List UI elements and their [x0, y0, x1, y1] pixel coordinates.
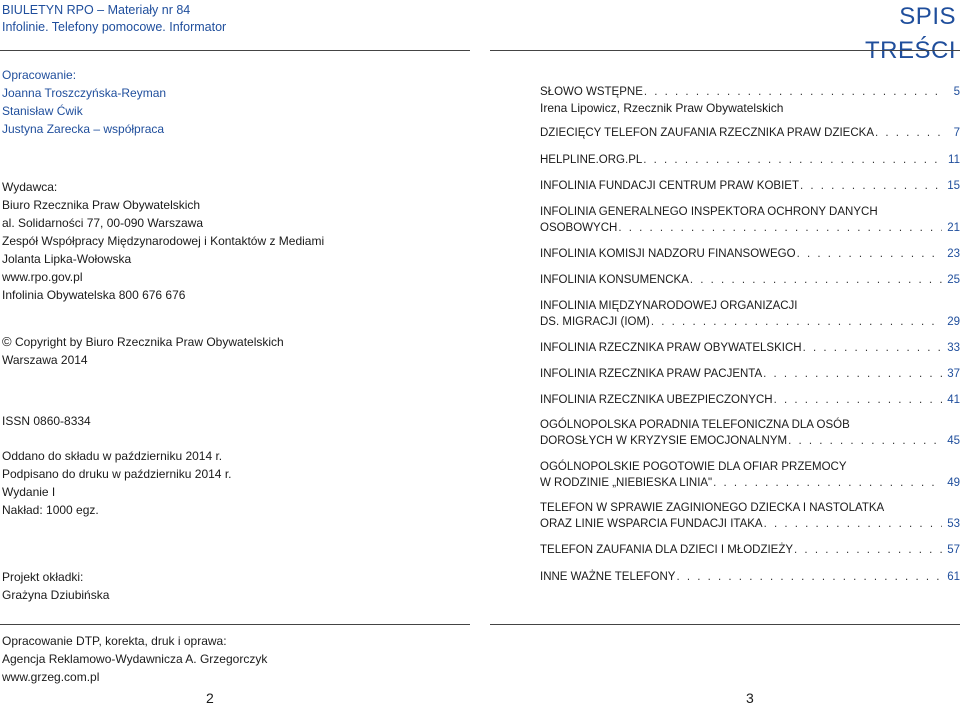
toc-leader: [794, 542, 942, 558]
toc-leader: [690, 272, 942, 288]
toc-leader: [774, 392, 942, 408]
toc-entry-label: INFOLINIA FUNDACJI CENTRUM PRAW KOBIET: [540, 180, 799, 192]
publisher-block: [2, 178, 324, 304]
toc-entry-label: W RODZINIE „NIEBIESKA LINIA": [540, 477, 713, 489]
print-info-block: [2, 447, 231, 519]
toc-entry-label-line: INFOLINIA GENERALNEGO INSPEKTORA OCHRONY DANYCH: [540, 206, 878, 218]
toc-leader: [763, 366, 942, 382]
toc-page-number: 49: [947, 477, 960, 489]
toc-page-number: 41: [947, 394, 960, 406]
toc-leader: [676, 569, 942, 585]
toc-entry-label-line: TELEFON W SPRAWIE ZAGINIONEGO DZIECKA I NASTOLATKA: [540, 502, 885, 514]
toc-page-number: 21: [947, 222, 960, 234]
toc-page-number: 15: [947, 180, 960, 192]
top-rule-left: [0, 50, 470, 51]
toc-entry[interactable]: [540, 500, 960, 532]
preparation-label: Opracowanie:: [2, 68, 77, 82]
toc-entry[interactable]: [540, 340, 960, 356]
left-page-number: 2: [206, 690, 214, 706]
toc-page-number: 25: [947, 274, 960, 286]
print-line: Podpisano do druku w październiku 2014 r.: [2, 467, 232, 481]
toc-entry-label: INFOLINIA RZECZNIKA UBEZPIECZONYCH: [540, 394, 773, 406]
toc-entry[interactable]: [540, 417, 960, 449]
toc-leader: [651, 314, 942, 330]
toc-entry-label-line: OGÓLNOPOLSKA PORADNIA TELEFONICZNA DLA OSÓB: [540, 419, 850, 431]
toc-entry[interactable]: [540, 298, 960, 330]
toc-entry-author: Irena Lipowicz, Rzecznik Praw Obywatelskich: [540, 101, 784, 115]
copyright-text: Copyright by Biuro Rzecznika Praw Obywatelskich: [14, 335, 284, 349]
toc-entry[interactable]: [540, 246, 960, 262]
toc-entry-label: DZIECIĘCY TELEFON ZAUFANIA RZECZNIKA PRAW DZIECKA: [540, 127, 874, 139]
copyright-line: [2, 333, 284, 351]
toc-entry[interactable]: [540, 366, 960, 382]
toc-entry-label: DS. MIGRACJI (IOM): [540, 316, 650, 328]
cover-label: Projekt okładki:: [2, 570, 84, 584]
toc-entry-label-line: INFOLINIA MIĘDZYNARODOWEJ ORGANIZACJI: [540, 300, 798, 312]
cover-name: Grażyna Dziubińska: [2, 588, 110, 602]
toc-leader: [803, 340, 942, 356]
toc-page-number: 29: [947, 316, 960, 328]
toc-page-number: 11: [948, 154, 960, 166]
toc-leader: [643, 152, 942, 168]
publisher-line: Biuro Rzecznika Praw Obywatelskich: [2, 198, 201, 212]
print-line: Nakład: 1000 egz.: [2, 503, 99, 517]
issn: ISSN 0860-8334: [2, 414, 91, 428]
toc-leader: [875, 125, 942, 141]
toc-page-number: 23: [947, 248, 960, 260]
toc-leader: [764, 516, 942, 532]
toc-page-number: 7: [953, 127, 960, 139]
copyright-city: Warszawa 2014: [2, 353, 88, 367]
toc-entry-label: INFOLINIA KOMISJI NADZORU FINANSOWEGO: [540, 248, 796, 260]
toc-leader: [788, 433, 942, 449]
toc-entry-label: INNE WAŻNE TELEFONY: [540, 571, 676, 583]
toc-entry[interactable]: [540, 272, 960, 288]
toc-entry-label: INFOLINIA KONSUMENCKA: [540, 274, 689, 286]
print-line: Wydanie I: [2, 485, 56, 499]
toc-entry-label-line: OGÓLNOPOLSKIE POGOTOWIE DLA OFIAR PRZEMOCY: [540, 461, 847, 473]
toc-leader: [797, 246, 942, 262]
toc-leader: [618, 220, 942, 236]
toc-page-number: 53: [947, 518, 960, 530]
print-line: Oddano do składu w październiku 2014 r.: [2, 449, 223, 463]
bulletin-subtitle: Infolinie. Telefony pomocowe. Informator: [2, 20, 227, 34]
publisher-label: Wydawca:: [2, 180, 58, 194]
cover-block: [2, 568, 109, 604]
toc-entry-label: INFOLINIA RZECZNIKA PRAW OBYWATELSKICH: [540, 342, 802, 354]
toc-entry[interactable]: [540, 125, 960, 141]
toc-entry-label: HELPLINE.ORG.PL: [540, 154, 643, 166]
toc-page-number: 37: [947, 368, 960, 380]
toc-entry[interactable]: [540, 569, 960, 585]
right-page-number: 3: [746, 690, 754, 706]
bottom-rule-right: [490, 624, 960, 625]
toc-page-number: 45: [947, 435, 960, 447]
toc-entry-label: DOROSŁYCH W KRYZYSIE EMOCJONALNYM: [540, 435, 788, 447]
toc-entry[interactable]: [540, 542, 960, 558]
toc-page-number: 33: [947, 342, 960, 354]
toc-entry[interactable]: [540, 459, 960, 491]
toc-entry-label: ORAZ LINIE WSPARCIA FUNDACJI ITAKA: [540, 518, 763, 530]
preparation-name: Joanna Troszczyńska-Reyman: [2, 86, 167, 100]
toc-entry-label: OSOBOWYCH: [540, 222, 618, 234]
preparation-block: [2, 66, 166, 138]
toc-entry[interactable]: [540, 152, 960, 168]
bottom-rule-left: [0, 624, 470, 625]
toc-entry[interactable]: [540, 178, 960, 194]
dtp-line: Opracowanie DTP, korekta, druk i oprawa:: [2, 634, 227, 648]
toc-title: SPIS TREŚCI: [864, 3, 956, 64]
toc-entry-label: SŁOWO WSTĘPNE: [540, 86, 643, 98]
top-rule-right: [490, 50, 960, 51]
toc-entry[interactable]: [540, 204, 960, 236]
dtp-block: [2, 632, 267, 686]
toc-page-number: 57: [947, 544, 960, 556]
toc-entry[interactable]: [540, 392, 960, 408]
publisher-line: al. Solidarności 77, 00-090 Warszawa: [2, 216, 203, 230]
toc-page-number: 61: [947, 571, 960, 583]
bulletin-title: BIULETYN RPO – Materiały nr 84: [2, 3, 191, 17]
dtp-website[interactable]: www.grzeg.com.pl: [2, 670, 100, 684]
copyright-block: [2, 333, 284, 369]
toc-entry-label: INFOLINIA RZECZNIKA PRAW PACJENTA: [540, 368, 763, 380]
copyright-icon: ©: [2, 334, 12, 349]
toc-page-number: 5: [953, 86, 960, 98]
toc-leader: [644, 84, 942, 100]
publisher-website[interactable]: www.rpo.gov.pl: [2, 270, 83, 284]
toc-leader: [713, 475, 942, 491]
toc-entry-label: TELEFON ZAUFANIA DLA DZIECI I MŁODZIEŻY: [540, 544, 794, 556]
publisher-line: Zespół Współpracy Międzynarodowej i Kontaktów z Mediami: [2, 234, 325, 248]
toc-leader: [800, 178, 942, 194]
publisher-line: Jolanta Lipka-Wołowska: [2, 252, 132, 266]
preparation-name: Justyna Zarecka – współpraca: [2, 122, 165, 136]
preparation-name: Stanisław Ćwik: [2, 104, 83, 118]
toc-entry[interactable]: [540, 84, 960, 117]
dtp-line: Agencja Reklamowo-Wydawnicza A. Grzegorczyk: [2, 652, 268, 666]
publisher-line: Infolinia Obywatelska 800 676 676: [2, 288, 186, 302]
